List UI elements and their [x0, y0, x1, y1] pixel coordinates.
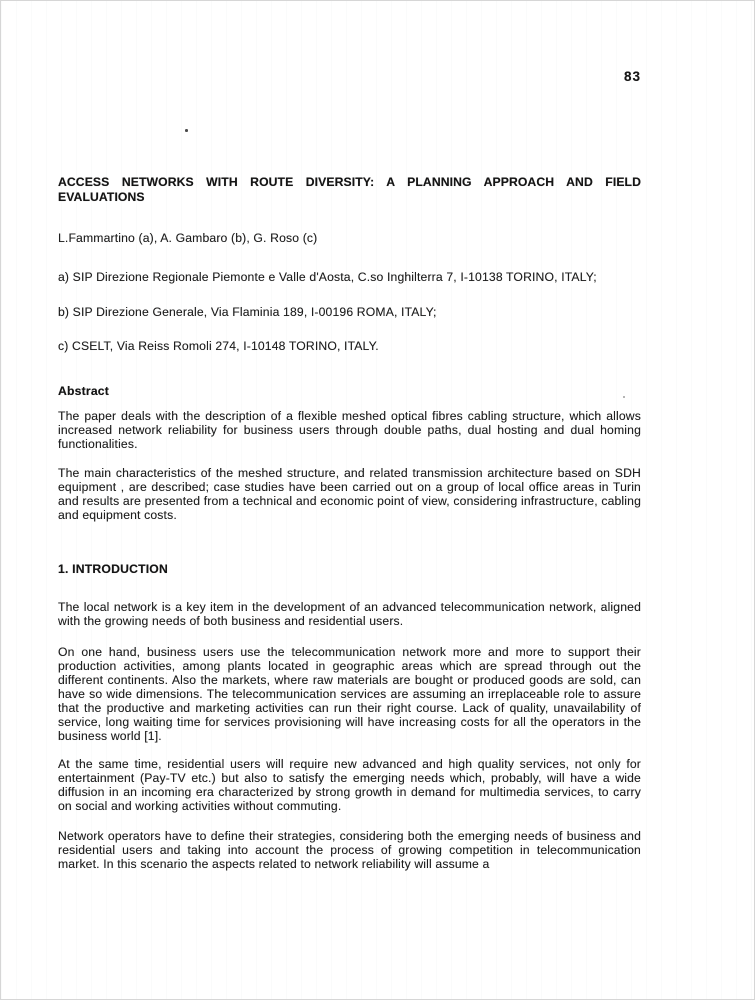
affiliation-b: b) SIP Direzione Generale, Via Flaminia 189, I-00196 ROMA, ITALY; [58, 305, 437, 319]
introduction-paragraph-3: At the same time, residential users will require new advanced and high quality services, not only for entertainment (Pay-TV etc.) but also to satisfy the emerging needs which, probably, will have a wide diffusion in an incoming era characterized by strong growth in demand for multimedia services, to carry on social and working activities without commuting. [58, 757, 641, 813]
introduction-heading: 1. INTRODUCTION [58, 562, 168, 576]
page-number: 83 [623, 69, 641, 84]
abstract-heading: Abstract [58, 384, 110, 398]
introduction-paragraph-2: On one hand, business users use the telecommunication network more and more to support their production activities, among plants located in geographic areas which are spread through out the different continents. Also the markets, where raw materials are bought or produced goods are sold, can have so wide dimensions. The telecommunication services are assuming an irreplaceable role to assure that the productive and marketing activities can run their right course. Lack of quality, unavailability of service, long waiting time for services provisioning will have increasing costs for all the operators in the business world [1]. [58, 645, 641, 743]
abstract-paragraph-1: The paper deals with the description of a flexible meshed optical fibres cabling structure, which allows increased network reliability for business users through double paths, dual hosting and dual homing functionalities. [58, 409, 641, 451]
abstract-paragraph-2: The main characteristics of the meshed structure, and related transmission architecture based on SDH equipment , are described; case studies have been carried out on a group of local office areas in Turin and results are presented from a technical and economic point of view, considering infrastructure, cabling and equipment costs. [58, 466, 641, 522]
affiliation-a: a) SIP Direzione Regionale Piemonte e Valle d'Aosta, C.so Inghilterra 7, I-10138 TORINO, ITALY; [58, 270, 597, 284]
scan-artifact-dot [185, 129, 188, 132]
introduction-paragraph-4: Network operators have to define their strategies, considering both the emerging needs of business and residential users and taking into account the process of growing competition in telecommunication market. In this scenario the aspects related to network reliability will assume a [58, 829, 641, 871]
introduction-paragraph-1: The local network is a key item in the development of an advanced telecommunication network, aligned with the growing needs of both business and residential users. [58, 600, 641, 628]
authors-line: L.Fammartino (a), A. Gambaro (b), G. Roso (c) [58, 231, 318, 245]
paper-title: ACCESS NETWORKS WITH ROUTE DIVERSITY: A PLANNING APPROACH AND FIELD EVALUATIONS [58, 175, 641, 204]
affiliation-c: c) CSELT, Via Reiss Romoli 274, I-10148 TORINO, ITALY. [58, 339, 379, 353]
